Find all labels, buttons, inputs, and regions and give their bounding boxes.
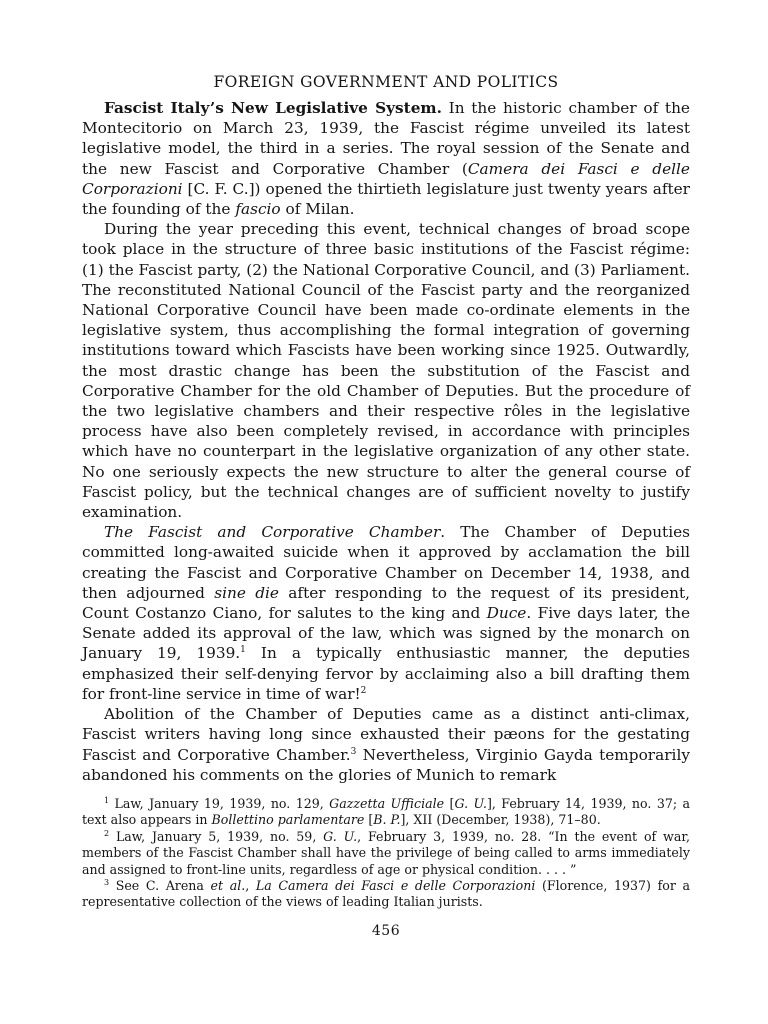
italic-run: Camera dei Fasci e delle Corporazioni bbox=[82, 159, 690, 198]
text-run: [ bbox=[364, 812, 374, 828]
paragraph-1 bbox=[82, 98, 690, 219]
text-run: of Milan. bbox=[280, 200, 355, 219]
text-run: Law, January 5, 1939, no. 59, bbox=[109, 828, 324, 844]
paragraph-4 bbox=[82, 704, 690, 785]
italic-run: La Camera dei Fasci e delle Corporazioni bbox=[255, 877, 536, 893]
footnote-2 bbox=[82, 829, 690, 878]
italic-run: fascio bbox=[235, 200, 281, 219]
paragraph-3 bbox=[82, 522, 690, 704]
footnote-number: 1 bbox=[104, 795, 110, 805]
document-page bbox=[82, 72, 690, 939]
section-heading: Fascist Italy’s New Legislative System. bbox=[104, 99, 442, 117]
footnote-ref-3[interactable]: 3 bbox=[350, 746, 357, 757]
text-run: , bbox=[245, 877, 256, 893]
footnote-number: 2 bbox=[104, 828, 110, 838]
text-run: , February 3, 1939, no. 28. “In the event of war, members of the Fascist Chamber shall have the privilege of being called to arms immediately and assigned to front-line units, regardless of age or physical condition. . . . ” bbox=[82, 828, 690, 877]
text-run: In the historic chamber of the Montecitorio on March 23, 1939, the Fascist régime unveiled its latest legislative model, the third in a series. The royal session of the Senate and the new Fascist and Corporative Chamber ( bbox=[82, 99, 690, 178]
footnote-number: 3 bbox=[104, 877, 110, 887]
italic-run: et al. bbox=[210, 877, 246, 893]
main-text bbox=[82, 98, 690, 785]
text-run: . Five days later, the Senate added its approval of the law, which was signed by the monarch on January 19, 1939. bbox=[82, 604, 690, 663]
text-run: [C. F. C.]) opened the thirtieth legislature just twenty years after the founding of the bbox=[82, 179, 690, 219]
italic-run: G. U. bbox=[323, 828, 358, 844]
text-run: See C. Arena bbox=[109, 877, 211, 893]
footnote-ref-1[interactable]: 1 bbox=[240, 645, 246, 656]
subsection-heading: The Fascist and Corporative Chamber bbox=[104, 523, 441, 542]
italic-run: G. U. bbox=[454, 795, 487, 811]
text-run: . The Chamber of Deputies committed long-awaited suicide when it approved by acclamation the bill creating the Fascist and Corporative Chamber on December 14, 1938, and then adjourned bbox=[82, 523, 690, 602]
text-run: [ bbox=[444, 795, 455, 811]
footnote-1 bbox=[82, 796, 690, 829]
text-run: ], XII (December, 1938), 71–80. bbox=[400, 812, 601, 828]
footnote-ref-2[interactable]: 2 bbox=[360, 685, 367, 696]
text-run: Abolition of the Chamber of Deputies came as a distinct anti-climax, Fascist writers having long since exhausted their pæons for the gestating Fascist and Corporative Chamber. bbox=[82, 705, 690, 764]
text-run: Law, January 19, 1939, no. 129, bbox=[109, 795, 330, 811]
italic-run: Gazzetta Ufficiale bbox=[329, 795, 445, 811]
text-run: after responding to the request of its president, Count Costanzo Ciano, for salutes to the king and bbox=[82, 583, 690, 623]
paragraph-2: During the year preceding this event, technical changes of broad scope took place in the structure of three basic institutions of the Fascist régime: (1) the Fascist party, (2) the National Corporative Council, and (3) Parliament. The reconstituted National Council of the Fascist party and the reorganized National Corporative Council have been made co-ordinate elements in the legislative system, thus accomplishing the formal integration of governing institutions toward which Fascists have been working since 1925. Outwardly, the most drastic change has been the substitution of the Fascist and Corporative Chamber for the old Chamber of Deputies. But the procedure of the two legislative chambers and their respective rôles in the legislative process have also been completely revised, in accordance with principles which have no counterpart in the legislative organization of any other state. No one seriously expects the new structure to alter the general course of Fascist policy, but the technical changes are of sufficient novelty to justify examination. bbox=[82, 220, 690, 522]
italic-run: B. P. bbox=[373, 812, 401, 828]
text-run: Nevertheless, Virginio Gayda temporarily abandoned his comments on the glories of Munich to remark bbox=[82, 745, 690, 784]
text-run: In a typically enthusiastic manner, the deputies emphasized their self-denying fervor by acclaiming also a bill drafting them for front-line service in time of war! bbox=[82, 644, 690, 703]
italic-run: Duce bbox=[486, 604, 527, 623]
text-run: ], February 14, 1939, no. 37; a text also appears in bbox=[82, 795, 691, 828]
text-run: (Florence, 1937) for a representative collection of the views of leading Italian jurists. bbox=[82, 877, 690, 910]
italic-run: Bollettino parlamentare bbox=[211, 812, 365, 828]
running-header: FOREIGN GOVERNMENT AND POLITICS bbox=[213, 73, 559, 91]
footnotes bbox=[82, 796, 690, 911]
footnote-3 bbox=[82, 878, 690, 911]
italic-run: sine die bbox=[214, 583, 279, 602]
page-number: 456 bbox=[371, 922, 401, 939]
